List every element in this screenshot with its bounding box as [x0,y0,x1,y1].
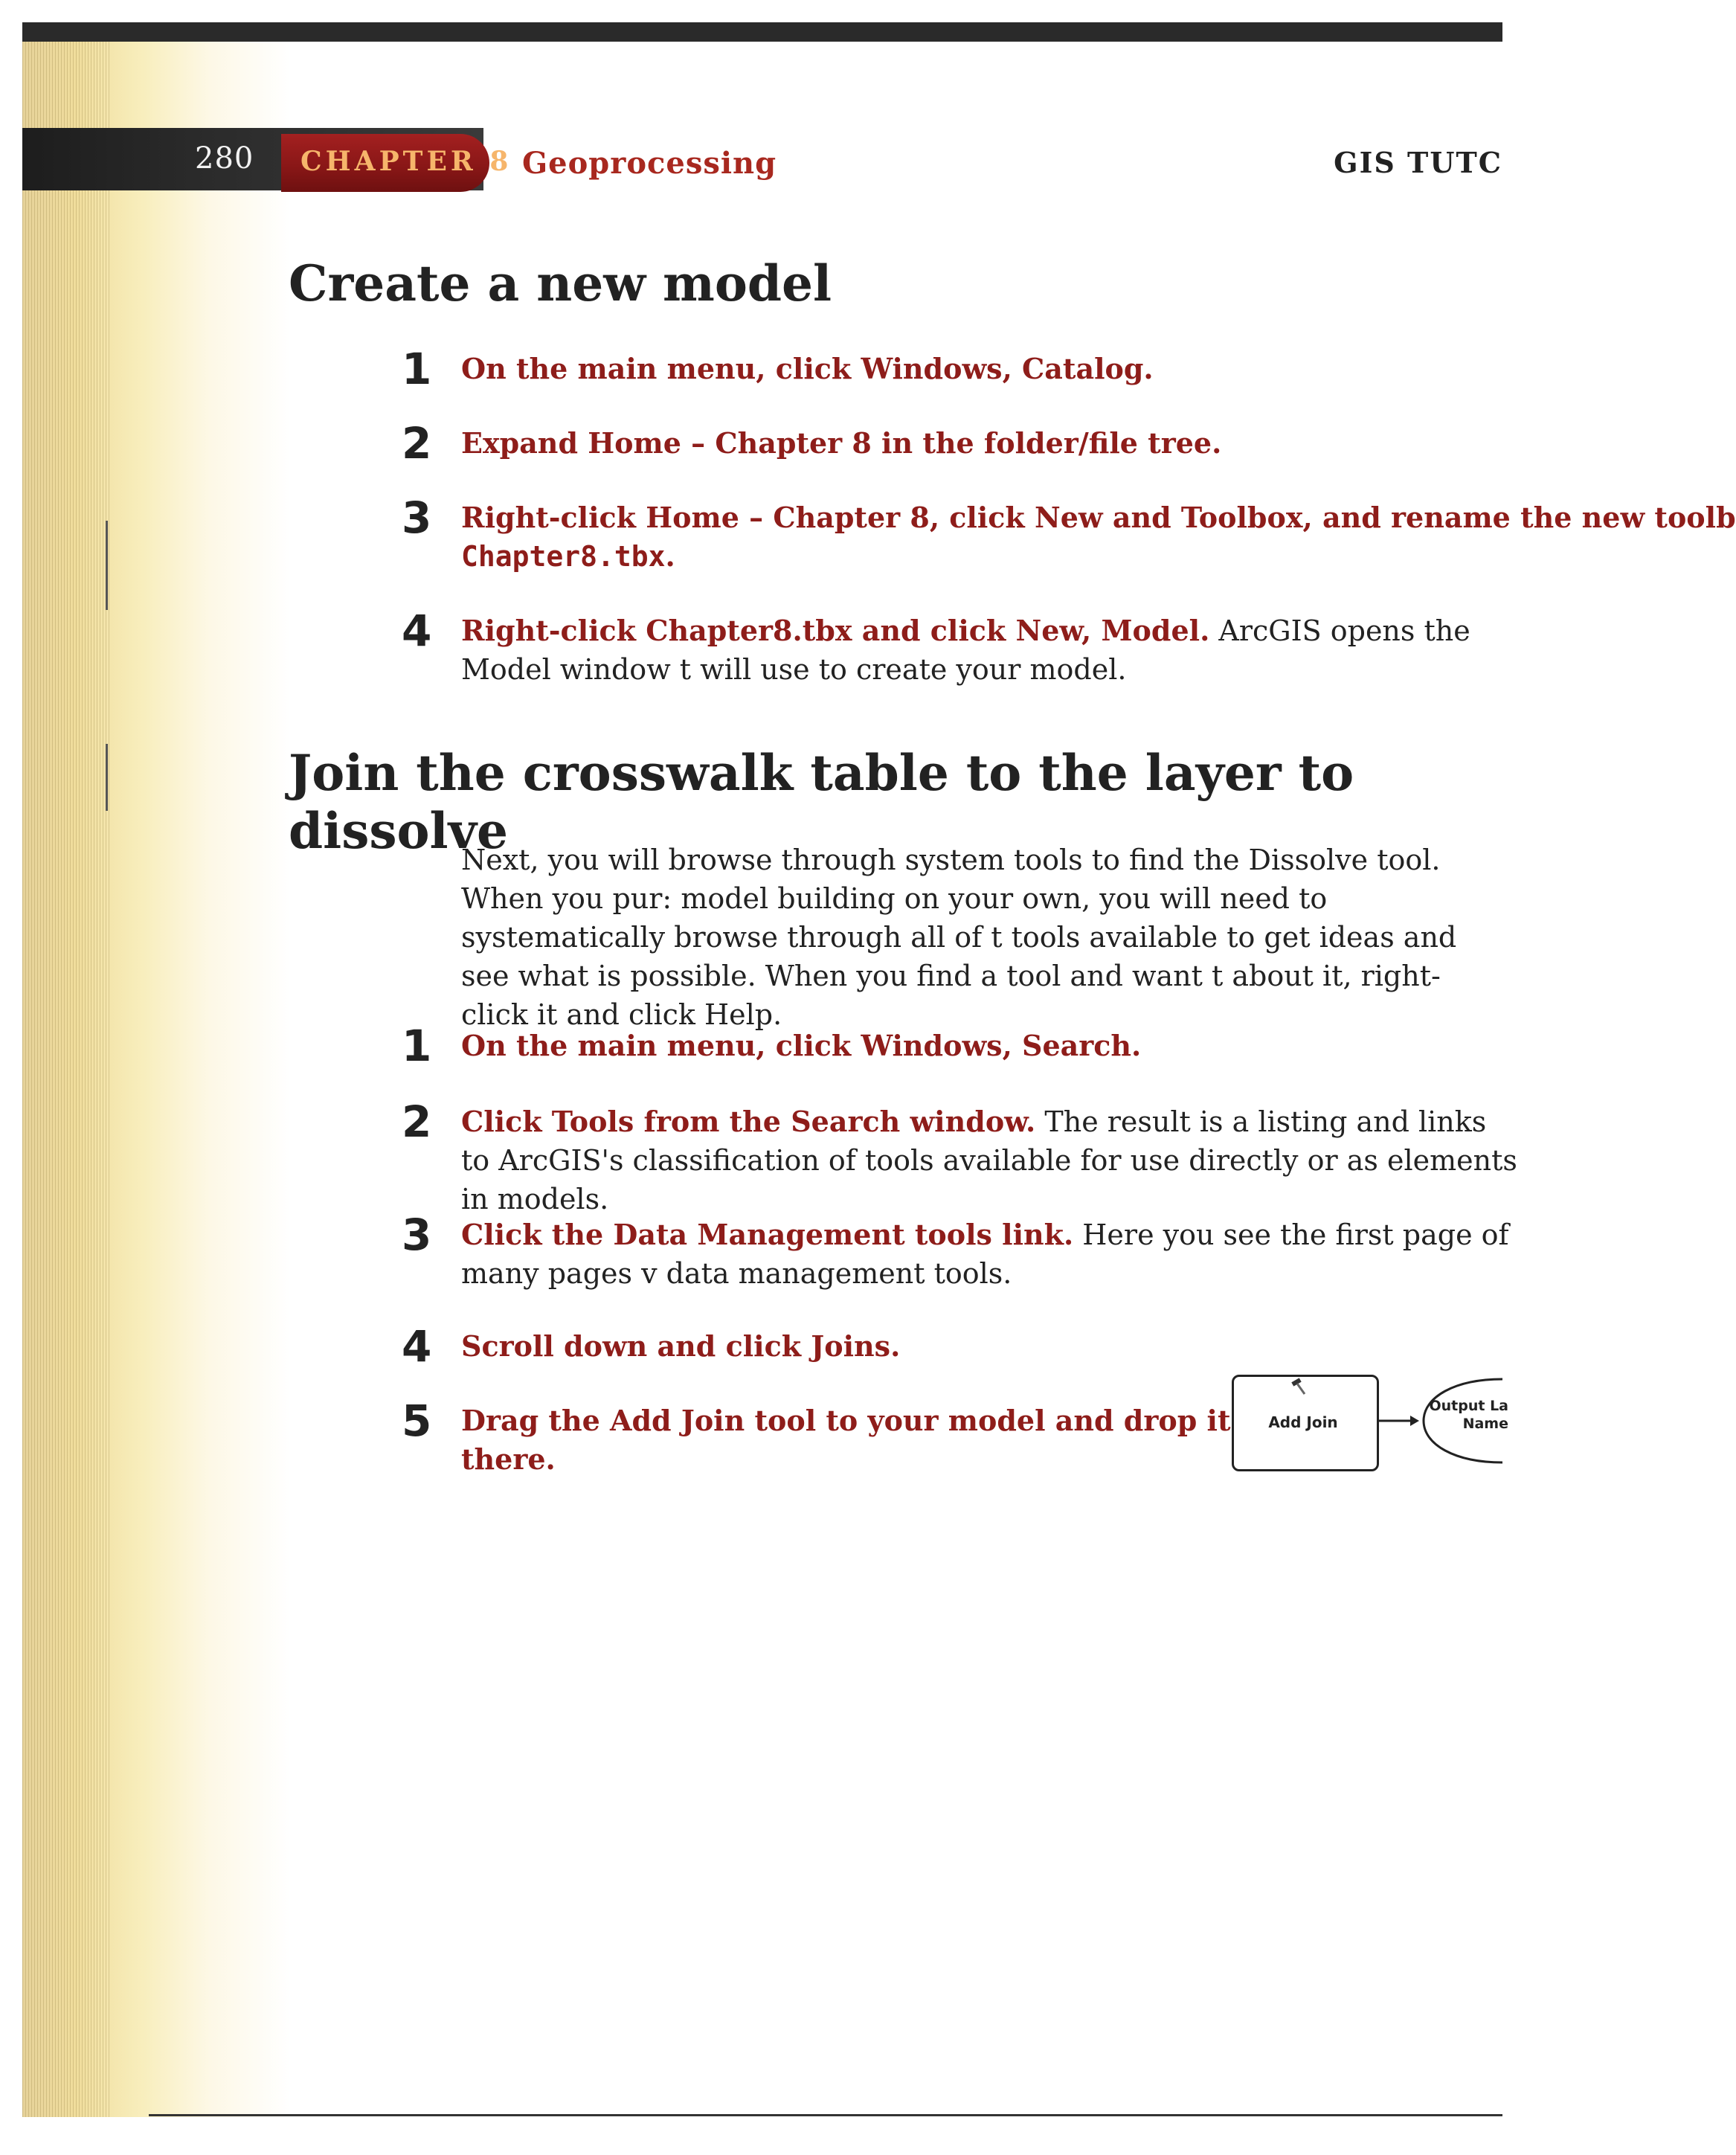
step-instruction: Right-click Chapter8.tbx and click New, Model. [461,614,1210,647]
step-number: 2 [402,1096,432,1147]
step-explanation: The result is a listing and links to ArcGIS's classification of tools available for use directly or as elements in models. [461,1105,1517,1215]
step-text [461,498,1736,576]
step-number: 2 [402,418,432,469]
step-number: 4 [402,606,432,656]
step-instruction: Click Tools from the Search window. [461,1105,1036,1138]
step-text [461,611,1517,689]
output-label-line2: Name [1462,1416,1508,1432]
chapter-title: Geoprocessing [522,146,777,181]
step-text [461,1401,1235,1479]
step-text [461,424,1517,463]
step-text [461,1215,1517,1293]
section-heading-join-table: Join the crosswalk table to the layer to dissolve [289,744,1354,860]
intro-paragraph: Next, you will browse through system tools to find the Dissolve tool. When you pur: model building on your own, you will need to systematically browse through all of t tools available to get ideas and see what is possible. When you find a tool and want t about it, right-click it and click Help. [461,844,1457,1031]
book-title: GIS TUTC [1334,146,1502,179]
step-instruction: Right-click Home – Chapter 8, click New and Toolbox, and rename the new toolb [461,501,1736,534]
add-join-label: Add Join [1268,1413,1338,1431]
section-heading-create-model: Create a new model [289,254,832,312]
step-instruction: Scroll down and click Joins. [461,1329,901,1363]
step-instruction: On the main menu, click Windows, Search. [461,1029,1142,1062]
step-text [461,1327,1517,1366]
step-explanation: ArcGIS opens the Model window t will use to create your model. [461,614,1470,686]
step-number: 3 [402,1210,432,1260]
model-diagram [1232,1375,1508,1471]
step-explanation: Here you see the first page of many pages v data management tools. [461,1218,1509,1290]
step-instruction: Click the Data Management tools link. [461,1218,1074,1251]
step-number: 1 [402,1021,432,1071]
step-text [461,350,1517,388]
step-number: 1 [402,344,432,394]
step-number: 3 [402,492,432,543]
hammer-icon [1290,1378,1311,1398]
bottom-rule [149,2114,1502,2116]
step-text [461,1027,1517,1065]
chapter-label: CHAPTER 8 [300,146,512,177]
step-punctuation: . [665,539,675,573]
step-filename: Chapter8.tbx [461,540,666,573]
step-instruction: Expand Home – Chapter 8 in the folder/file tree. [461,426,1222,460]
scan-mark [106,744,108,811]
step-instruction: Drag the Add Join tool to your model and drop it there. [461,1404,1231,1476]
page-edge-texture [22,42,112,2117]
step-text [461,1102,1517,1218]
step-number: 5 [402,1396,432,1446]
step-instruction: On the main menu, click Windows, Catalog. [461,352,1154,385]
page-number: 280 [195,141,254,176]
output-layer-label [1419,1397,1508,1433]
output-label-line1: Output La [1429,1398,1508,1414]
step-number: 4 [402,1321,432,1372]
scan-mark [106,521,108,610]
scan-top-edge [22,22,1502,42]
